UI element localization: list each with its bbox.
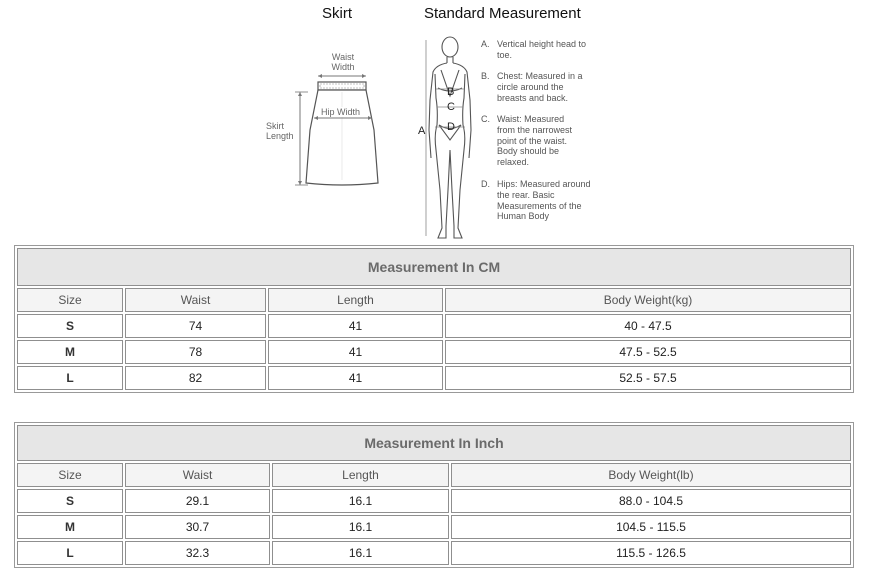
legend-item-d bbox=[481, 179, 596, 222]
legend-key: C. bbox=[481, 114, 490, 124]
body-weight-cell: 40 - 47.5 bbox=[445, 314, 851, 338]
legend-key: A. bbox=[481, 39, 490, 49]
size-cell: L bbox=[17, 366, 123, 390]
column-header-length: Length bbox=[272, 463, 449, 487]
table-row bbox=[17, 541, 851, 565]
column-header-body-weight: Body Weight(kg) bbox=[445, 288, 851, 312]
legend-item-b bbox=[481, 71, 596, 103]
waist-width-line-1: Waist bbox=[331, 52, 355, 62]
legend-item-c bbox=[481, 114, 596, 168]
legend-text: Chest: Measured in a circle around the breasts and back. bbox=[497, 71, 583, 103]
table-row bbox=[17, 515, 851, 539]
table-row bbox=[17, 489, 851, 513]
length-cell: 41 bbox=[268, 366, 443, 390]
column-header-size: Size bbox=[17, 463, 123, 487]
standard-measurement-title: Standard Measurement bbox=[424, 5, 581, 22]
waist-cell: 29.1 bbox=[125, 489, 270, 513]
legend-text: Waist: Measured from the narrowest point of the waist. Body should be relaxed. bbox=[497, 114, 573, 168]
length-cell: 16.1 bbox=[272, 489, 449, 513]
body-weight-cell: 88.0 - 104.5 bbox=[451, 489, 851, 513]
size-cell: M bbox=[17, 515, 123, 539]
size-cell: M bbox=[17, 340, 123, 364]
column-header-length: Length bbox=[268, 288, 443, 312]
legend-item-a bbox=[481, 39, 596, 61]
waist-cell: 82 bbox=[125, 366, 266, 390]
skirt-title: Skirt bbox=[322, 5, 352, 22]
length-cell: 41 bbox=[268, 314, 443, 338]
body-weight-cell: 47.5 - 52.5 bbox=[445, 340, 851, 364]
column-header-waist: Waist bbox=[125, 288, 266, 312]
column-header-body-weight: Body Weight(lb) bbox=[451, 463, 851, 487]
length-cell: 16.1 bbox=[272, 515, 449, 539]
column-header-size: Size bbox=[17, 288, 123, 312]
waist-cell: 32.3 bbox=[125, 541, 270, 565]
table-title: Measurement In CM bbox=[17, 248, 851, 286]
column-header-waist: Waist bbox=[125, 463, 270, 487]
size-cell: S bbox=[17, 489, 123, 513]
marker-d: D bbox=[447, 121, 455, 133]
body-weight-cell: 115.5 - 126.5 bbox=[451, 541, 851, 565]
marker-b: B bbox=[447, 86, 455, 98]
size-cell: S bbox=[17, 314, 123, 338]
marker-c: C bbox=[447, 101, 455, 113]
body-figure-illustration bbox=[412, 30, 482, 245]
length-cell: 41 bbox=[268, 340, 443, 364]
legend-key: B. bbox=[481, 71, 490, 81]
table-row bbox=[17, 340, 851, 364]
waist-cell: 78 bbox=[125, 340, 266, 364]
skirt-length-line-1: Skirt bbox=[266, 121, 284, 131]
size-cell: L bbox=[17, 541, 123, 565]
skirt-length-line-2: Length bbox=[266, 131, 294, 141]
body-weight-cell: 104.5 - 115.5 bbox=[451, 515, 851, 539]
body-weight-cell: 52.5 - 57.5 bbox=[445, 366, 851, 390]
table-row bbox=[17, 366, 851, 390]
waist-width-line-2: Width bbox=[331, 62, 355, 72]
waist-cell: 74 bbox=[125, 314, 266, 338]
legend-text: Vertical height head to toe. bbox=[497, 39, 587, 60]
marker-a: A bbox=[418, 125, 426, 137]
table-row bbox=[17, 314, 851, 338]
table-title: Measurement In Inch bbox=[17, 425, 851, 461]
measurement-inch-table bbox=[14, 422, 854, 568]
length-cell: 16.1 bbox=[272, 541, 449, 565]
legend-text: Hips: Measured around the rear. Basic Measurements of the Human Body bbox=[497, 179, 591, 222]
hip-width-label: Hip Width bbox=[321, 107, 361, 117]
waist-cell: 30.7 bbox=[125, 515, 270, 539]
measurement-cm-table bbox=[14, 245, 854, 393]
legend-key: D. bbox=[481, 179, 490, 189]
waist-width-label bbox=[331, 52, 355, 72]
skirt-length-label bbox=[266, 121, 294, 141]
